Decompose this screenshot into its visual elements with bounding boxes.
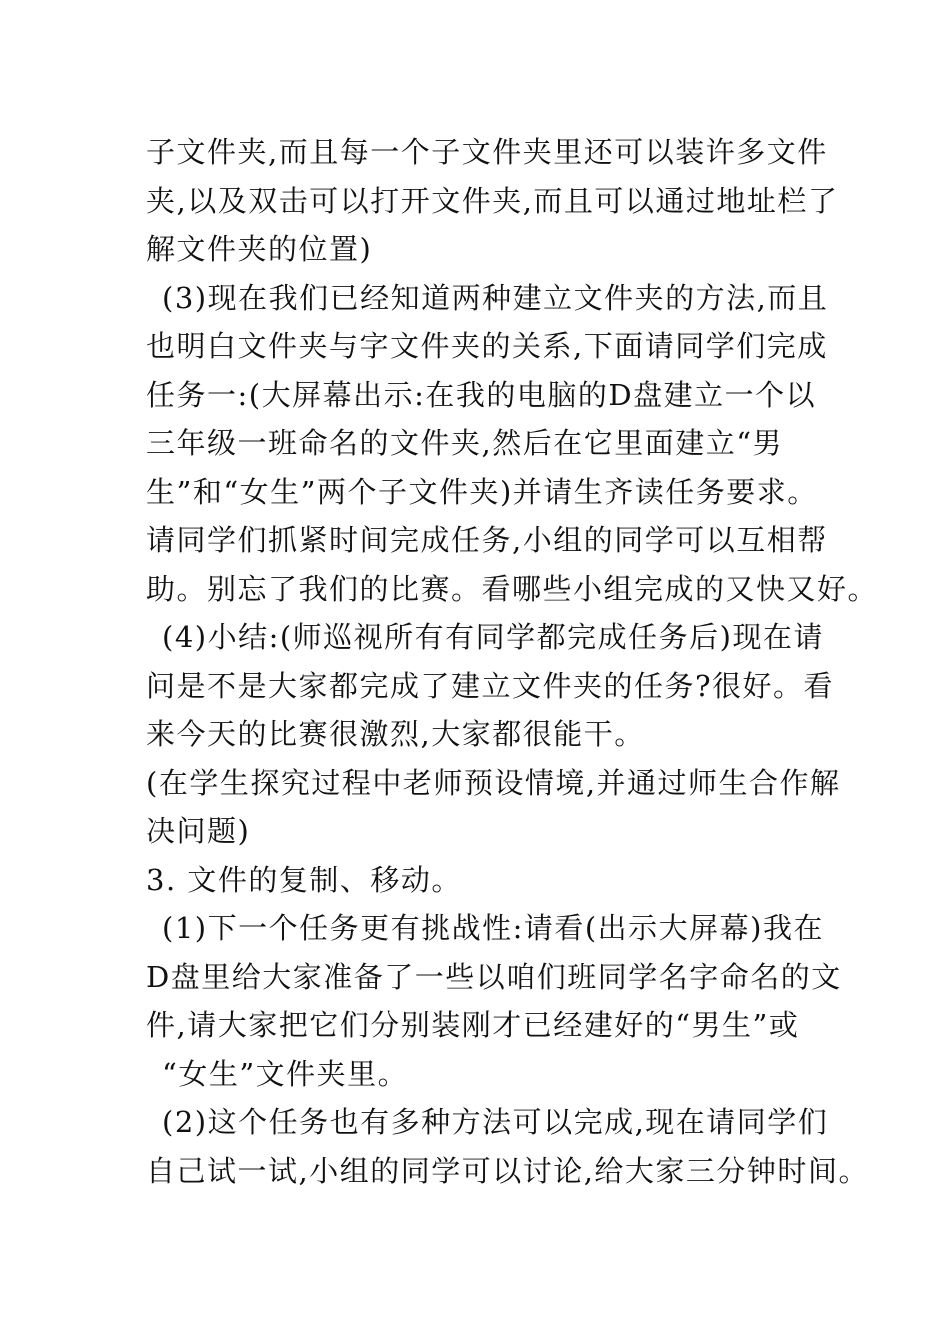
section-heading: 3. 文件的复制、移动。 (146, 862, 462, 897)
text-line: 自己试一试,小组的同学可以讨论,给大家三分钟时间。 (146, 1153, 869, 1188)
text-line: 子文件夹,而且每一个子文件夹里还可以装许多文件 (146, 135, 828, 169)
text-line: 三年级一班命名的文件夹,然后在它里面建立“男 (146, 426, 784, 460)
text-line: (1)下一个任务更有挑战性:请看(出示大屏幕)我在 (162, 911, 824, 945)
text-line: 任务一:(大屏幕出示:在我的电脑的D盘建立一个以 (146, 377, 817, 412)
text-line: 决问题) (146, 814, 251, 848)
text-line: 助。别忘了我们的比赛。看哪些小组完成的又快又好。 (146, 571, 879, 606)
text-line: 来今天的比赛很激烈,大家都很能干。 (146, 717, 645, 751)
text-line: (4)小结:(师巡视所有有同学都完成任务后)现在请 (162, 620, 824, 654)
text-line: 解文件夹的位置) (146, 232, 373, 266)
text-line: “女生”文件夹里。 (162, 1056, 409, 1091)
text-line: 也明白文件夹与字文件夹的关系,下面请同学们完成 (146, 329, 828, 363)
document-body (146, 128, 879, 1195)
text-line: 夹,以及双击可以打开文件夹,而且可以通过地址栏了 (146, 183, 839, 218)
text-line: 件,请大家把它们分别装刚才已经建好的“男生”或 (146, 1008, 800, 1042)
text-line: (3)现在我们已经知道两种建立文件夹的方法,而且 (162, 280, 829, 315)
text-line: 生”和“女生”两个子文件夹)并请生齐读任务要求。 (146, 474, 818, 509)
text-line: D盘里给大家准备了一些以咱们班同学名字命名的文 (146, 959, 842, 994)
text-line: (2)这个任务也有多种方法可以完成,现在请同学们 (162, 1105, 829, 1139)
text-line: (在学生探究过程中老师预设情境,并通过师生合作解 (146, 765, 841, 800)
text-line: 请同学们抓紧时间完成任务,小组的同学可以互相帮 (146, 523, 828, 557)
text-line: 问是不是大家都完成了建立文件夹的任务?很好。看 (146, 668, 835, 703)
